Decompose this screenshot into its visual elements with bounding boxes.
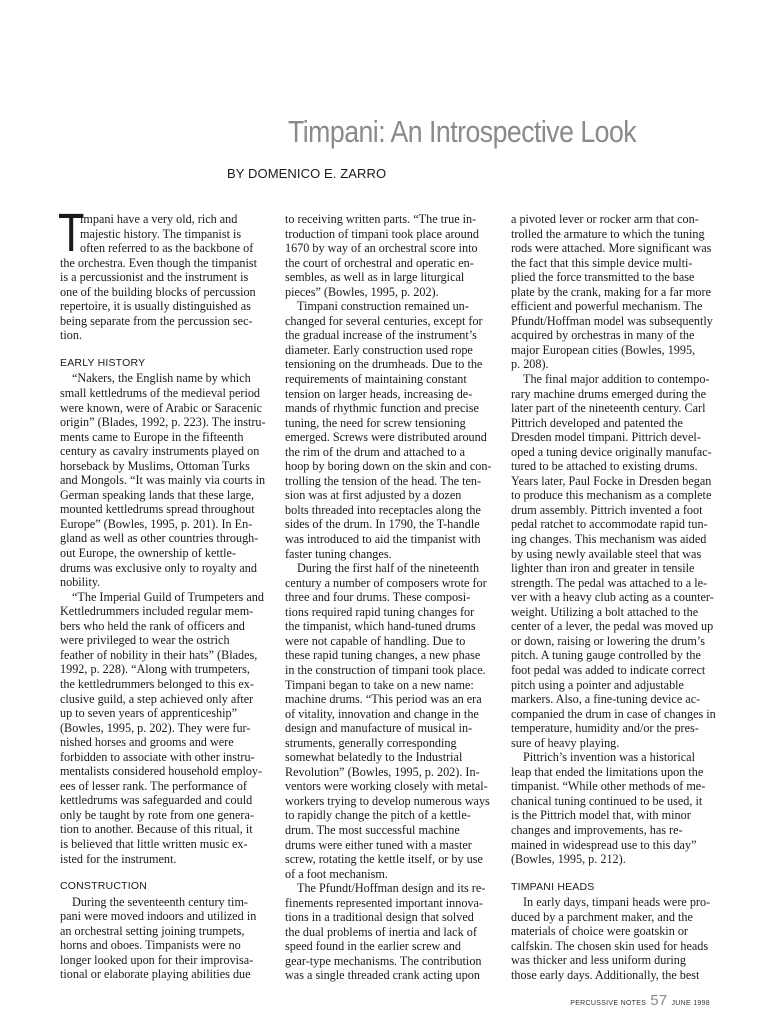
- text-line: lighter than iron and greater in tensile: [511, 561, 695, 576]
- text-line: “The Imperial Guild of Trumpeters and: [72, 589, 264, 604]
- text-line: mands of rhythmic function and precise: [285, 401, 479, 416]
- text-line: horns and oboes. Timpanists were no: [60, 938, 241, 953]
- text-line: sion was at first adjusted by a dozen: [285, 488, 462, 503]
- text-line: the rim of the drum and attached to a: [285, 444, 466, 459]
- text-line: is a percussionist and the instrument is: [60, 270, 249, 285]
- text-line: to produce this mechanism as a complete: [511, 488, 712, 503]
- text-line: the fact that this simple device multi-: [511, 255, 693, 270]
- text-line: In early days, timpani heads were pro-: [523, 895, 711, 910]
- section-heading: CONSTRUCTION: [60, 880, 147, 893]
- text-line: trolled the armature to which the tuning: [511, 226, 705, 241]
- text-line: weight. Utilizing a bolt attached to the: [511, 604, 699, 619]
- text-line: was thicker and less uniform during: [511, 953, 686, 968]
- text-line: longer looked upon for their improvisa-: [60, 952, 254, 967]
- text-line: and Mongols. “It was mainly via courts in: [60, 473, 266, 488]
- text-line: center of a lever, the pedal was moved up: [511, 619, 714, 634]
- text-line: the orchestra. Even though the timpanist: [60, 255, 257, 270]
- article-byline: BY DOMENICO E. ZARRO: [227, 166, 387, 181]
- text-line: faster tuning changes.: [285, 546, 392, 561]
- text-line: kettledrums was safeguarded and could: [60, 793, 253, 808]
- text-line: the court of orchestral and operatic en-: [285, 255, 474, 270]
- text-line: Revolution” (Bowles, 1995, p. 202). In-: [285, 764, 480, 779]
- text-line: Timpani began to take on a new name:: [285, 677, 474, 692]
- section-heading: EARLY HISTORY: [60, 356, 146, 369]
- text-line: century a number of composers wrote for: [285, 575, 487, 590]
- text-line: later part of the nineteenth century. Carl: [511, 401, 706, 416]
- text-line: the timpanist, which hand-tuned drums: [285, 619, 476, 634]
- text-line: in the construction of timpani took place.: [285, 662, 486, 677]
- text-line: Timpani construction remained un-: [297, 299, 469, 314]
- text-line: nished horses and grooms and were: [60, 735, 234, 750]
- text-line: calfskin. The chosen skin used for heads: [511, 938, 709, 953]
- text-line: was a single threaded crank acting upon: [285, 968, 480, 983]
- text-line: tion to another. Because of this ritual, it: [60, 822, 253, 837]
- text-line: bers who held the rank of officers and: [60, 618, 245, 633]
- text-line: drum. The most successful machine: [285, 822, 460, 837]
- text-line: rods were attached. More significant was: [511, 241, 712, 256]
- text-line: major European cities (Bowles, 1995,: [511, 342, 696, 357]
- text-line: of vitality, innovation and change in the: [285, 706, 479, 721]
- text-line: During the seventeenth century tim-: [72, 894, 248, 909]
- text-line: plied the force transmitted to the base: [511, 270, 695, 285]
- text-line: Kettledrummers included regular mem-: [60, 604, 254, 619]
- text-line: one of the building blocks of percussion: [60, 284, 256, 299]
- text-line: century as cavalry instruments played on: [60, 444, 260, 459]
- text-line: p. 208).: [511, 357, 549, 372]
- section-heading: TIMPANI HEADS: [511, 880, 595, 893]
- text-line: rary machine drums emerged during the: [511, 386, 707, 401]
- text-line: 1992, p. 228). “Along with trumpeters,: [60, 662, 250, 677]
- text-line: design and manufacture of musical in-: [285, 721, 473, 736]
- text-line: Pittrich developed and patented the: [511, 415, 683, 430]
- text-line: of a foot mechanism.: [285, 866, 388, 881]
- text-line: bolts threaded into receptacles along the: [285, 502, 481, 517]
- text-line: pitch. A tuning gauge controlled by the: [511, 648, 701, 663]
- text-line: mounted kettledrums spread throughout: [60, 502, 255, 517]
- text-line: troduction of timpani took place around: [285, 226, 479, 241]
- text-column-2: [285, 212, 501, 983]
- text-line: tion.: [60, 328, 83, 343]
- footer-page-number: 57: [650, 992, 668, 1009]
- footer-date: JUNE 1998: [671, 1000, 710, 1007]
- text-line: nobility.: [60, 575, 101, 590]
- text-line: pedal ratchet to accommodate rapid tun-: [511, 517, 708, 532]
- text-line: markers. Also, a fine-tuning device ac-: [511, 692, 701, 707]
- text-line: emerged. Screws were distributed around: [285, 430, 487, 445]
- text-line: foot pedal was added to indicate correct: [511, 662, 706, 677]
- text-line: being separate from the percussion sec-: [60, 313, 253, 328]
- text-line: pieces” (Bowles, 1995, p. 202).: [285, 284, 439, 299]
- text-line: ing changes. This mechanism was aided: [511, 532, 707, 547]
- text-line: tions in a traditional design that solved: [285, 910, 474, 925]
- text-column-3: [511, 212, 727, 982]
- text-line: companied the drum in case of changes in: [511, 706, 716, 721]
- text-line: drums were either tuned with a master: [285, 837, 472, 852]
- text-line: to rapidly change the pitch of a kettle-: [285, 808, 471, 823]
- text-line: gland as well as other countries through-: [60, 531, 259, 546]
- text-line: 1670 by way of an orchestral score into: [285, 241, 478, 256]
- text-column-1: [58, 203, 276, 982]
- text-line: the kettledrummers belonged to this ex-: [60, 676, 254, 691]
- text-line: were known, were of Arabic or Saracenic: [60, 400, 263, 415]
- text-line: materials of choice were goatskin or: [511, 924, 688, 939]
- text-line: a pivoted lever or rocker arm that con-: [511, 212, 699, 226]
- text-line: Years later, Paul Focke in Dresden began: [511, 473, 712, 488]
- text-line: requirements of maintaining constant: [285, 372, 467, 387]
- text-line: ments came to Europe in the fifteenth: [60, 429, 244, 444]
- text-line: horseback by Muslims, Ottoman Turks: [60, 458, 250, 473]
- text-line: tions required rapid tuning changes for: [285, 604, 475, 619]
- text-line: temperature, humidity and/or the pres-: [511, 721, 699, 736]
- text-line: The final major addition to contempo-: [523, 372, 710, 387]
- text-line: duced by a parchment maker, and the: [511, 909, 693, 924]
- text-line: machine drums. “This period was an era: [285, 692, 482, 707]
- text-line: out Europe, the ownership of kettle-: [60, 546, 236, 561]
- text-line: hoop by boring down on the skin and con-: [285, 459, 492, 474]
- text-line: the gradual increase of the instrument’s: [285, 328, 477, 343]
- text-line: Europe” (Bowles, 1995, p. 201). In En-: [60, 516, 253, 531]
- text-line: pani were moved indoors and utilized in: [60, 909, 257, 924]
- text-line: leap that ended the limitations upon the: [511, 764, 704, 779]
- text-line: (Bowles, 1995, p. 212).: [511, 852, 626, 867]
- text-line: mentalists considered household employ-: [60, 764, 263, 779]
- text-line: mained in widespread use to this day”: [511, 837, 697, 852]
- text-line: Pittrich’s invention was a historical: [523, 750, 695, 765]
- text-line: tensioning on the drumheads. Due to the: [285, 357, 483, 372]
- text-line: changed for several centuries, except for: [285, 313, 483, 328]
- text-line: to receiving written parts. “The true in-: [285, 212, 477, 226]
- text-line: an orchestral setting joining trumpets,: [60, 923, 245, 938]
- text-line: repertoire, it is usually distinguished as: [60, 299, 251, 314]
- text-line: gear-type mechanisms. The contribution: [285, 953, 482, 968]
- text-line: The Pfundt/Hoffman design and its re-: [297, 881, 486, 896]
- text-line: finements represented important innova-: [285, 895, 483, 910]
- text-line: chanical tuning continued to be used, it: [511, 793, 703, 808]
- text-line: diameter. Early construction used rope: [285, 342, 473, 357]
- text-line: ees of lesser rank. The performance of: [60, 778, 247, 793]
- text-line: screw, rotating the kettle itself, or by use: [285, 852, 483, 867]
- text-line: drum assembly. Pittrich invented a foot: [511, 502, 703, 517]
- article-title: Timpani: An Introspective Look: [288, 114, 637, 149]
- text-line: feather of nobility in their hats” (Blades,: [60, 647, 258, 662]
- text-line: forbidden to associate with other instru-: [60, 749, 255, 764]
- drop-cap: T: [58, 203, 85, 263]
- text-line: majestic history. The timpanist is: [80, 226, 242, 241]
- text-line: sure of heavy playing.: [511, 735, 620, 750]
- page-footer: [570, 992, 710, 1009]
- text-line: German speaking lands that these large,: [60, 487, 255, 502]
- text-line: trolling the tension of the head. The ten-: [285, 473, 482, 488]
- text-line: by using newly available steel that was: [511, 546, 702, 561]
- text-line: tension on larger heads, increasing de-: [285, 386, 473, 401]
- text-line: pitch using a pointer and adjustable: [511, 677, 684, 692]
- text-line: sembles, as well as in large liturgical: [285, 270, 465, 285]
- text-line: drums was exclusive only to royalty and: [60, 560, 257, 575]
- text-line: workers trying to develop numerous ways: [285, 793, 490, 808]
- text-line: isted for the instrument.: [60, 851, 177, 866]
- text-line: “Nakers, the English name by which: [72, 371, 251, 386]
- text-line: is believed that little written music ex-: [60, 836, 248, 851]
- text-line: small kettledrums of the medieval period: [60, 386, 261, 401]
- text-line: plate by the crank, making for a far more: [511, 284, 711, 299]
- text-line: changes and improvements, has re-: [511, 822, 683, 837]
- text-line: up to seven years of apprenticeship”: [60, 706, 237, 721]
- text-line: tuning, the need for screw tensioning: [285, 415, 466, 430]
- text-line: were not capable of handling. Due to: [285, 633, 466, 648]
- text-line: strength. The pedal was attached to a le-: [511, 575, 708, 590]
- text-line: tured to be attached to existing drums.: [511, 459, 698, 474]
- text-line: acquired by orchestras in many of the: [511, 328, 695, 343]
- footer-publication: PERCUSSIVE NOTES: [570, 1000, 647, 1007]
- text-line: those early days. Additionally, the best: [511, 967, 700, 982]
- text-line: three and four drums. These composi-: [285, 590, 471, 605]
- text-line: or down, raising or lowering the drum’s: [511, 633, 705, 648]
- text-line: somewhat belatedly to the Industrial: [285, 750, 463, 765]
- text-line: often referred to as the backbone of: [80, 241, 254, 256]
- text-line: efficient and powerful mechanism. The: [511, 299, 703, 314]
- text-line: Dresden model timpani. Pittrich devel-: [511, 430, 701, 445]
- text-line: origin” (Blades, 1992, p. 223). The instru-: [60, 415, 266, 430]
- text-line: sides of the drum. In 1790, the T-handle: [285, 517, 480, 532]
- text-line: is the Pittrich model that, with minor: [511, 808, 691, 823]
- text-line: ver with a heavy club acting as a counter-: [511, 590, 714, 605]
- text-line: were privileged to wear the ostrich: [60, 633, 230, 648]
- text-line: struments, generally corresponding: [285, 735, 457, 750]
- text-line: was introduced to aid the timpanist with: [285, 532, 481, 547]
- text-line: impani have a very old, rich and: [80, 212, 238, 226]
- text-line: timpanist. “While other methods of me-: [511, 779, 706, 794]
- text-line: speed found in the earlier screw and: [285, 939, 461, 954]
- text-line: Pfundt/Hoffman model was subsequently: [511, 313, 713, 328]
- text-line: ventors were working closely with metal-: [285, 779, 488, 794]
- text-line: clusive guild, a step achieved only after: [60, 691, 254, 706]
- text-line: oped a tuning device originally manufac-: [511, 444, 712, 459]
- text-line: only be taught by rote from one genera-: [60, 807, 254, 822]
- text-line: these rapid tuning changes, a new phase: [285, 648, 481, 663]
- text-line: During the first half of the nineteenth: [297, 561, 480, 576]
- text-line: tional or elaborate playing abilities due: [60, 967, 251, 982]
- text-line: (Bowles, 1995, p. 202). They were fur-: [60, 720, 251, 735]
- text-line: the dual problems of inertia and lack of: [285, 924, 477, 939]
